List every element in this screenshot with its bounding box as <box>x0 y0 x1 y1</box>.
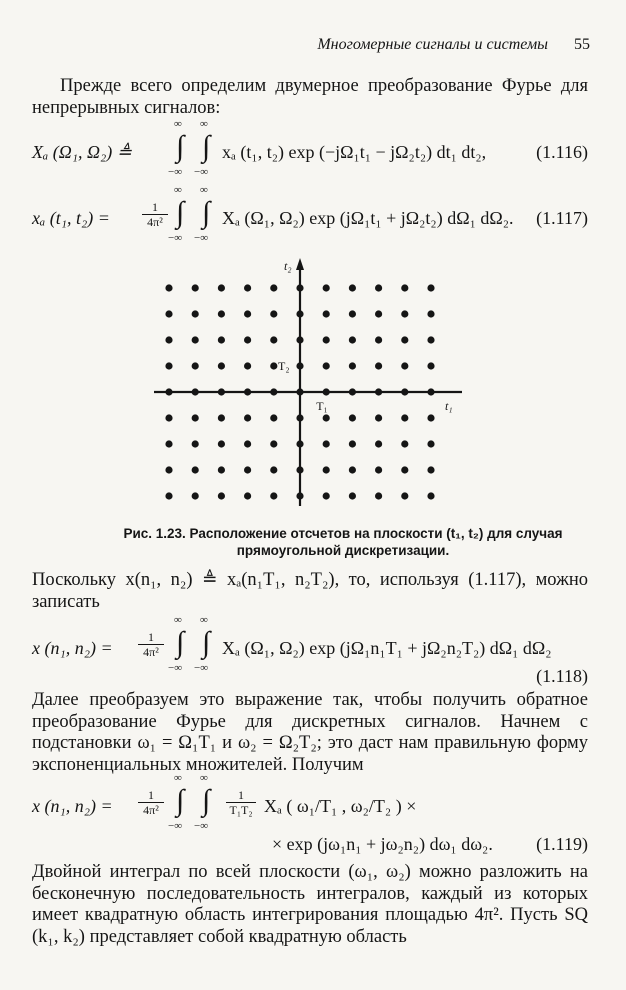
sample-point <box>349 466 356 473</box>
sample-point <box>349 414 356 421</box>
sample-point <box>192 310 199 317</box>
sample-point <box>218 466 225 473</box>
sample-point <box>165 284 172 291</box>
label-T2: T₂ <box>278 359 290 373</box>
paragraph-text: Прежде всего определим двумерное преобразование Фурье для непрерывных сигналов: <box>32 76 588 118</box>
equation-integrand: Xₐ (Ω₁, Ω₂) exp (jΩ₁n₁T₁ + jΩ₂n₂T₂) dΩ₁ dΩ₂ <box>222 638 552 658</box>
sample-point <box>192 388 199 395</box>
fraction: $\frac{1}{\text{4π²}}$ <box>138 630 164 659</box>
lattice-plot <box>148 256 478 516</box>
sample-point <box>323 362 330 369</box>
equation-lhs: xₐ (t₁, t₂) = <box>32 208 110 228</box>
sample-point <box>375 466 382 473</box>
sample-point <box>192 414 199 421</box>
sample-point <box>165 440 172 447</box>
sample-point <box>323 492 330 499</box>
sample-point <box>244 440 251 447</box>
sample-point <box>244 466 251 473</box>
equation-number: (1.119) <box>536 834 588 854</box>
equation-1-118: x (n₁, n₂) = $\frac{1}{\text{4π²}}$ ∞ ∫ −∞ ∞ ∫ −∞ Xₐ (Ω₁, Ω₂) exp (jΩ₁n₁T₁ + jΩ₂n₂T₂) dΩ₁ dΩ₂ <box>32 614 552 674</box>
sample-point <box>165 310 172 317</box>
sample-point <box>270 362 277 369</box>
label-T1: T₁ <box>316 399 328 413</box>
fraction: $\frac{1}{\text{4π²}}$ <box>142 200 168 229</box>
sample-point <box>192 336 199 343</box>
sample-point <box>323 284 330 291</box>
sample-point <box>323 310 330 317</box>
sample-point <box>375 362 382 369</box>
sampling-lattice-figure <box>148 256 478 516</box>
sample-point <box>296 492 303 499</box>
sample-point <box>375 414 382 421</box>
sample-point <box>349 310 356 317</box>
sample-point <box>244 310 251 317</box>
sample-point <box>270 336 277 343</box>
equation-integrand: × exp (jω₁n₁ + jω₂n₂) dω₁ dω₂. <box>272 834 493 854</box>
sample-point <box>165 388 172 395</box>
sample-point <box>244 362 251 369</box>
sample-point <box>165 336 172 343</box>
sample-point <box>427 414 434 421</box>
sample-point <box>165 414 172 421</box>
sample-point <box>401 284 408 291</box>
figure-caption: Рис. 1.23. Расположение отсчетов на плоскости (t₁, t₂) для случая прямоугольной дискретизации. <box>123 526 563 558</box>
sample-point <box>375 336 382 343</box>
equation-integrand: Xₐ ( ω₁/T₁ , ω₂/T₂ ) × <box>264 796 417 816</box>
sample-point <box>244 492 251 499</box>
paragraph-double-integral <box>32 862 588 948</box>
sample-point <box>296 440 303 447</box>
sample-point <box>296 284 303 291</box>
sample-point <box>427 466 434 473</box>
sample-point <box>218 336 225 343</box>
sample-point <box>323 388 330 395</box>
equation-lhs: x (n₁, n₂) = <box>32 796 113 816</box>
sample-point <box>323 440 330 447</box>
sample-point <box>349 362 356 369</box>
paragraph-text: Поскольку x(n₁, n₂) ≜ xₐ(n₁T₁, n₂T₂), то, используя (1.117), можно записать <box>32 570 588 612</box>
sample-point <box>427 362 434 369</box>
sample-point <box>218 310 225 317</box>
sample-point <box>323 414 330 421</box>
equation-number: (1.116) <box>536 142 588 162</box>
sample-point <box>401 388 408 395</box>
sample-point <box>270 466 277 473</box>
sample-point <box>401 466 408 473</box>
sample-point <box>192 466 199 473</box>
sample-point <box>349 440 356 447</box>
paragraph-text: Далее преобразуем это выражение так, чтобы получить обратное преобразование Фурье для дискретных сигналов. Начнем с подстановки ω₁ = Ω₁T₁ и ω₂ = Ω₂T₂; это даст нам правильную форму экспоненциальных множителей. Получим <box>32 690 588 775</box>
sample-point <box>401 492 408 499</box>
sample-point <box>427 284 434 291</box>
equation-number: (1.118) <box>536 666 588 686</box>
sample-point <box>296 466 303 473</box>
sample-point <box>270 440 277 447</box>
sample-point <box>375 284 382 291</box>
sample-point <box>349 388 356 395</box>
sample-point <box>270 284 277 291</box>
arrowhead-t2 <box>296 258 304 270</box>
equation-1-119: x (n₁, n₂) = $\frac{1}{\text{4π²}}$ ∞ ∫ −∞ ∞ ∫ −∞ $\frac{1}{\text{T₁T₂}}$ Xₐ ( ω₁/T₁ , ω₂/T₂ ) × <box>32 772 417 832</box>
sample-point <box>296 310 303 317</box>
label-t2: t₂ <box>284 259 292 273</box>
sample-point <box>427 492 434 499</box>
sample-point <box>401 414 408 421</box>
label-t1: t₁ <box>445 399 453 413</box>
sample-point <box>349 492 356 499</box>
equation-1-117: xₐ (t₁, t₂) = $\frac{1}{\text{4π²}}$ ∞ ∫ −∞ ∞ ∫ −∞ Xₐ (Ω₁, Ω₂) exp (jΩ₁t₁ + jΩ₂t₂) dΩ₁ dΩ₂. (1.117) <box>32 184 588 244</box>
equation-1-116: Xₐ (Ω₁, Ω₂) ≜ ∞ ∫ −∞ ∞ ∫ −∞ xₐ (t₁, t₂) exp (−jΩ₁t₁ − jΩ₂t₂) dt₁ dt₂, (1.116) <box>32 118 588 178</box>
sample-point <box>427 310 434 317</box>
sample-point <box>401 336 408 343</box>
sample-point <box>323 336 330 343</box>
sample-point <box>218 492 225 499</box>
sample-point <box>349 336 356 343</box>
page-header <box>60 36 590 58</box>
equation-lhs: Xₐ (Ω₁, Ω₂) ≜ <box>32 142 132 162</box>
sample-point <box>296 336 303 343</box>
sample-point <box>296 362 303 369</box>
sample-point <box>192 284 199 291</box>
fraction: $\frac{1}{\text{T₁T₂}}$ <box>226 788 256 817</box>
sample-point <box>401 440 408 447</box>
sample-point <box>349 284 356 291</box>
fraction: $\frac{1}{\text{4π²}}$ <box>138 788 164 817</box>
sample-point <box>401 310 408 317</box>
sample-point <box>192 440 199 447</box>
sample-point <box>218 284 225 291</box>
sample-point <box>218 440 225 447</box>
sample-point <box>296 414 303 421</box>
sample-point <box>427 440 434 447</box>
sample-point <box>192 362 199 369</box>
sample-point <box>375 440 382 447</box>
sample-point <box>218 388 225 395</box>
sample-point <box>375 388 382 395</box>
sample-point <box>375 310 382 317</box>
paragraph-text: Двойной интеграл по всей плоскости (ω₁, ω₂) можно разложить на бесконечную последовательность интегралов, каждый из которых имеет квадратную область интегрирования площадью 4π². Пусть SQ (k₁, k₂) представляет собой квадратную область <box>32 862 588 947</box>
paragraph-intro <box>32 76 588 119</box>
sample-point <box>165 362 172 369</box>
sample-point <box>244 336 251 343</box>
sample-point <box>401 362 408 369</box>
equation-1-119-line2 <box>32 828 588 856</box>
sample-point <box>165 492 172 499</box>
running-title: Многомерные сигналы и системы <box>317 36 548 53</box>
equation-integrand: xₐ (t₁, t₂) exp (−jΩ₁t₁ − jΩ₂t₂) dt₁ dt₂, <box>222 142 487 162</box>
sample-point <box>244 388 251 395</box>
sample-point <box>296 388 303 395</box>
sample-point <box>192 492 199 499</box>
sample-point <box>323 466 330 473</box>
paragraph-continue <box>32 690 588 776</box>
equation-lhs: x (n₁, n₂) = <box>32 638 113 658</box>
equation-number: (1.117) <box>536 208 588 228</box>
sample-point <box>270 310 277 317</box>
equation-integrand: Xₐ (Ω₁, Ω₂) exp (jΩ₁t₁ + jΩ₂t₂) dΩ₁ dΩ₂. <box>222 208 514 228</box>
sample-point <box>244 414 251 421</box>
sample-point <box>218 362 225 369</box>
sample-point <box>270 414 277 421</box>
paragraph-since <box>32 570 588 613</box>
sample-point <box>427 388 434 395</box>
sample-point <box>270 388 277 395</box>
sample-point <box>427 336 434 343</box>
sample-point <box>165 466 172 473</box>
sample-point <box>270 492 277 499</box>
sample-point <box>244 284 251 291</box>
sample-point <box>218 414 225 421</box>
sample-point <box>375 492 382 499</box>
page-number: 55 <box>574 36 590 53</box>
